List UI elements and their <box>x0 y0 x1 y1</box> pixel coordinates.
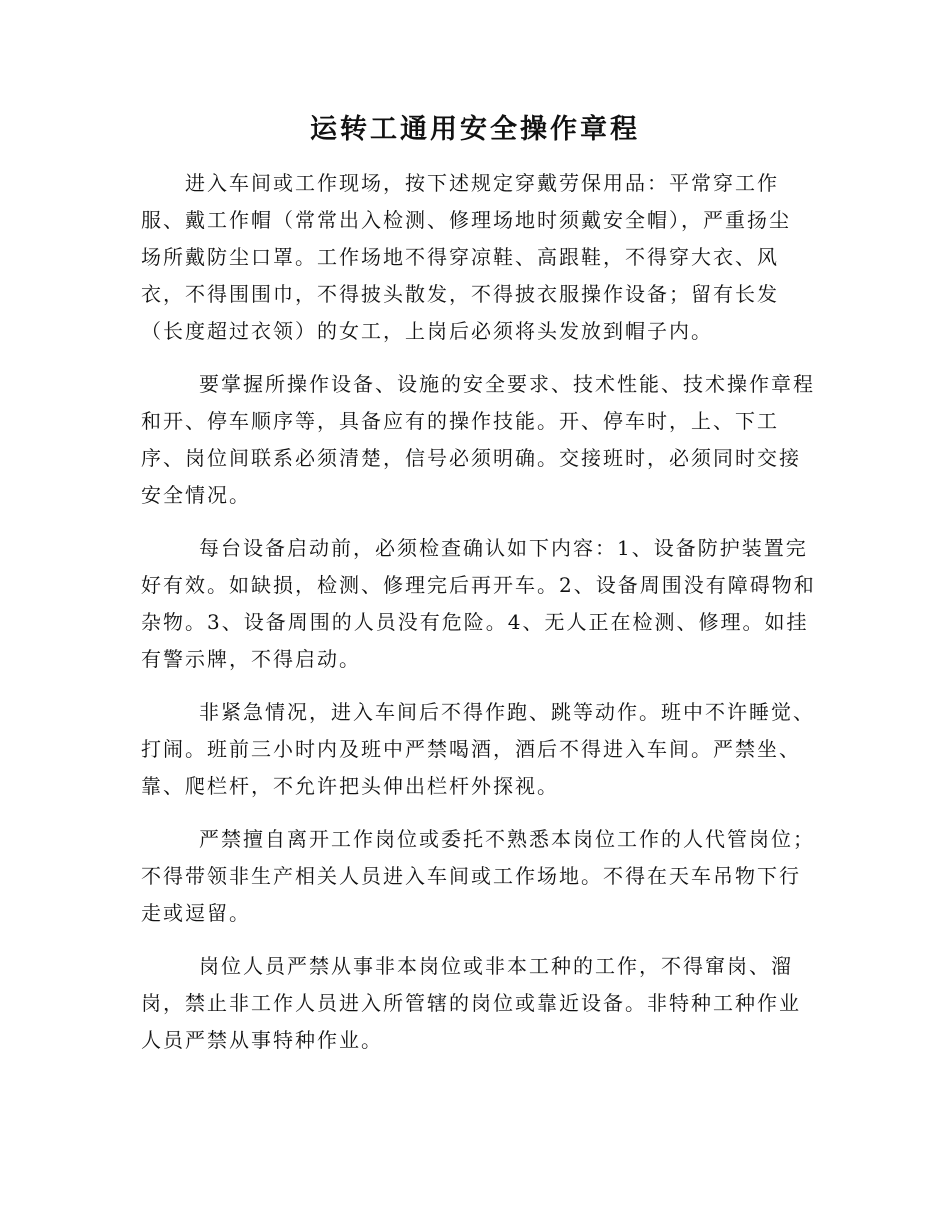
paragraph-line: 靠、爬栏杆，不允许把头伸出栏杆外探视。 <box>141 774 559 798</box>
paragraph-line: 每台设备启动前，必须检查确认如下内容：1、设备防护装置完 <box>199 536 808 560</box>
paragraph-line: 岗位人员严禁从事非本岗位或非本工种的工作，不得窜岗、溜 <box>199 954 793 978</box>
paragraph-line: 非紧急情况，进入车间后不得作跑、跳等动作。班中不许睡觉、 <box>199 700 815 724</box>
paragraph-line: 人员严禁从事特种作业。 <box>141 1028 383 1052</box>
paragraph-special-work <box>141 948 801 1059</box>
paragraph-startup-checks <box>141 530 816 678</box>
paragraph-line: 有警示牌，不得启动。 <box>141 647 361 671</box>
paragraph-line: 进入车间或工作现场，按下述规定穿戴劳保用品：平常穿工作 <box>185 171 779 195</box>
paragraph-ppe <box>141 165 791 350</box>
paragraph-line: 安全情况。 <box>141 483 251 507</box>
paragraph-line: 场所戴防尘口罩。工作场地不得穿凉鞋、高跟鞋，不得穿大衣、风 <box>141 245 779 269</box>
paragraph-line: 岗，禁止非工作人员进入所管辖的岗位或靠近设备。非特种工种作业 <box>141 991 801 1015</box>
paragraph-line: 序、岗位间联系必须清楚，信号必须明确。交接班时，必须同时交接 <box>141 446 801 470</box>
paragraph-line: 衣，不得围围巾，不得披头散发，不得披衣服操作设备；留有长发 <box>141 282 779 306</box>
paragraph-line: 打闹。班前三小时内及班中严禁喝酒，酒后不得进入车间。严禁坐、 <box>141 737 801 761</box>
paragraph-line: （长度超过衣领）的女工，上岗后必须将头发放到帽子内。 <box>141 319 713 343</box>
paragraph-line: 服、戴工作帽（常常出入检测、修理场地时须戴安全帽），严重扬尘 <box>141 208 791 232</box>
paragraph-line: 和开、停车顺序等，具备应有的操作技能。开、停车时，上、下工 <box>141 409 779 433</box>
document-title: 运转工通用安全操作章程 <box>310 114 640 145</box>
paragraph-line: 走或逗留。 <box>141 901 251 925</box>
paragraph-line: 杂物。3、设备周围的人员没有危险。4、无人正在检测、修理。如挂 <box>141 610 809 634</box>
paragraph-line: 不得带领非生产相关人员进入车间或工作场地。不得在天车吊物下行 <box>141 864 801 888</box>
paragraph-line: 要掌握所操作设备、设施的安全要求、技术性能、技术操作章程 <box>199 372 815 396</box>
paragraph-line: 严禁擅自离开工作岗位或委托不熟悉本岗位工作的人代管岗位； <box>199 827 815 851</box>
paragraph-workshop-conduct <box>141 694 815 805</box>
paragraph-line: 好有效。如缺损，检测、修理完后再开车。2、设备周围没有障碍物和 <box>141 573 816 597</box>
paragraph-operation-skills <box>141 366 815 514</box>
paragraph-post-rules <box>141 821 815 932</box>
